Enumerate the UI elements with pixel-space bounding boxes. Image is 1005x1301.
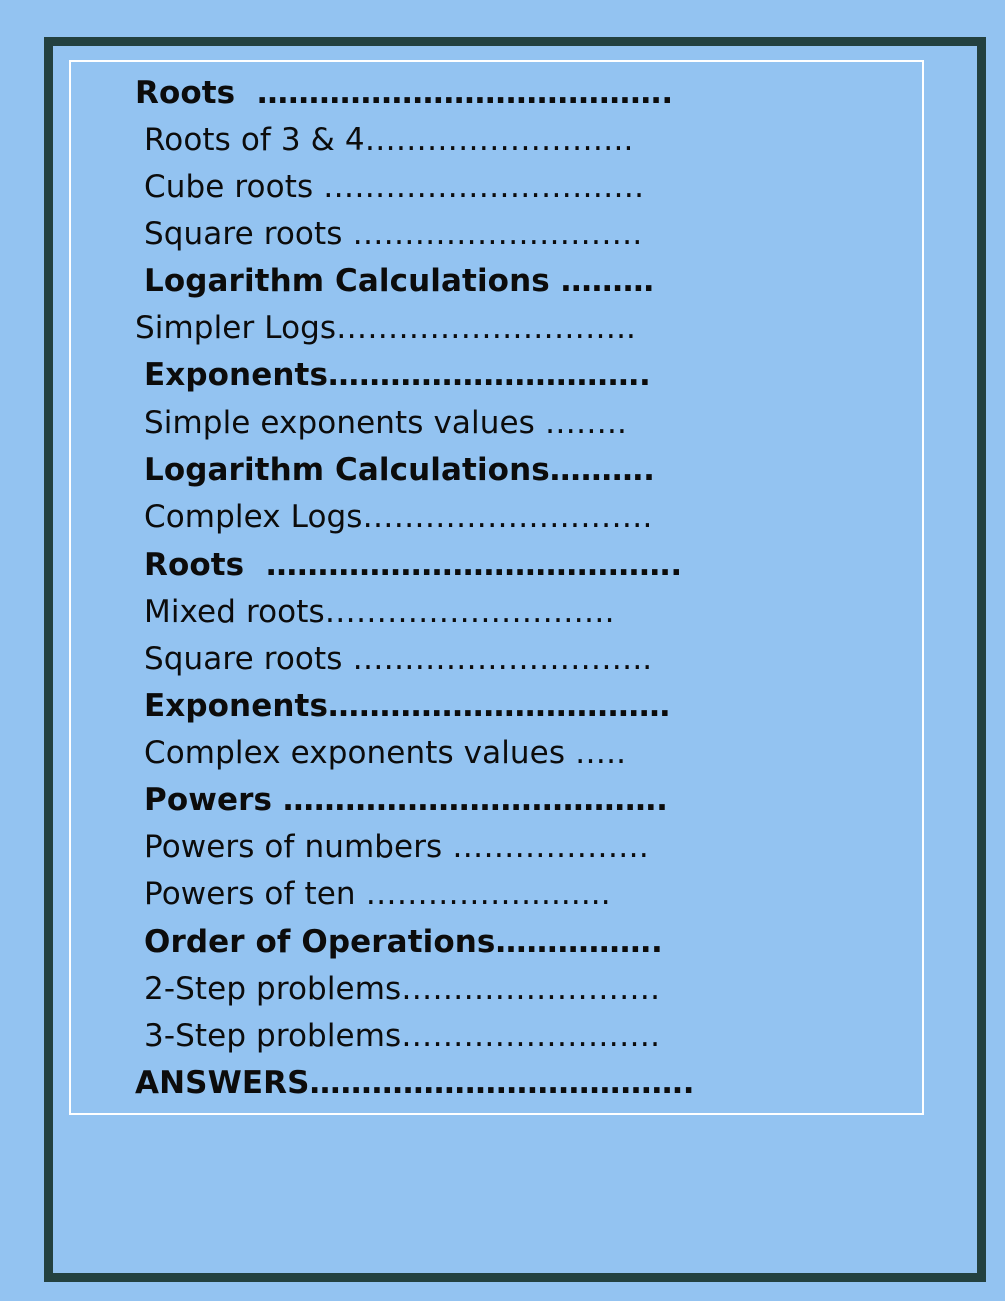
toc-entry-powers: Powers ………………………………. [144,782,668,818]
toc-entry-roots: Roots …………………………………. [135,75,674,111]
toc-entry-answers: ANSWERS………………………………. [135,1065,695,1101]
toc-entry-complex-logs: Complex Logs………………………. [144,499,653,535]
toc-entry-exponents: Exponents…………………………. [144,357,651,393]
toc-entry-order-of-operations: Order of Operations……………. [144,924,663,960]
toc-entry-2-step-problems: 2-Step problems……………………. [144,971,661,1007]
toc-entry-complex-exponents-values: Complex exponents values ….. [144,735,627,771]
toc-entry-powers-of-numbers: Powers of numbers ………………. [144,829,649,865]
toc-entry-exponents-2: Exponents…………………………… [144,688,671,724]
toc-entry-powers-of-ten: Powers of ten ……………......... [144,876,611,912]
toc-entry-square-roots: Square roots ………………………. [144,216,643,252]
toc-entry-simple-exponents-values: Simple exponents values …….. [144,405,627,441]
toc-entry-logarithm-calculations: Logarithm Calculations ……… [144,263,654,299]
toc-entry-roots-2: Roots …………………………………. [144,547,683,583]
toc-entry-mixed-roots: Mixed roots………………………. [144,594,615,630]
toc-entry-cube-roots: Cube roots …………………………. [144,169,645,205]
toc-entry-3-step-problems: 3-Step problems……………………. [144,1018,661,1054]
toc-entry-square-roots-2: Square roots ……………………….. [144,641,653,677]
toc-entry-logarithm-calculations-2: Logarithm Calculations………. [144,452,655,488]
toc-entry-simpler-logs: Simpler Logs……………………….. [135,310,636,346]
toc-entry-roots-of-3-and-4: Roots of 3 & 4…………………….. [144,122,634,158]
